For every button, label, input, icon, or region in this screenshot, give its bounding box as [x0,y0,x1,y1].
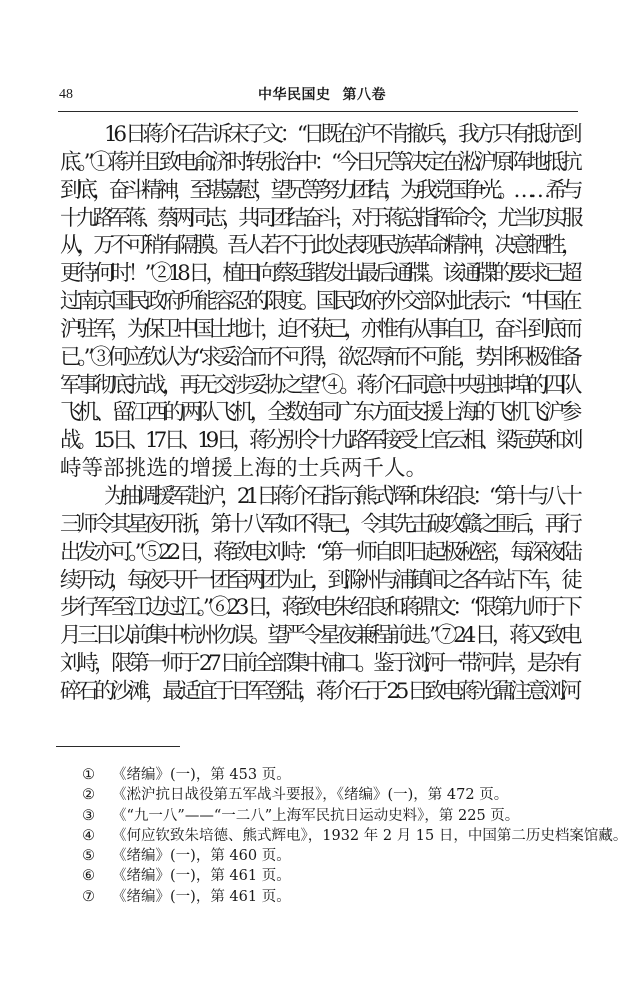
footnote-text: 《淞沪抗日战役第五军战斗要报》，《绪编》(一)，第 472 页。 [112,787,509,804]
text-line: 续开动，每夜只开一团至两团为止，到滁州与浦镇间之各车站下车，徒 [60,567,578,593]
footnote [82,887,622,907]
text-line: 战。15 日、17 日、19 日，蒋分别令十九路军接受上官云相、梁冠英和刘 [60,428,579,454]
text-line: 三师令其星夜开浙，第十八军如不得已，令其先击破攻赣之匪后，再行 [60,511,578,537]
text-line: 刘峙，限第一师于 27 日前全部集中浦口。鉴于浏河一带河岸，是杂有 [60,651,578,677]
footnote-rule [56,746,180,747]
footnote-text: 《绪编》(一)，第 461 页。 [112,888,291,905]
footnote-marker: ⑥ [82,868,95,885]
footnote [82,785,622,805]
footnote-marker: ⑦ [82,888,95,905]
footnote-text: 《何应钦致朱培德、熊式辉电》，1932 年 2 月 15 日，中国第二历史档案馆藏。 [112,827,628,844]
footnote [82,846,622,866]
text-line: 从，万不可稍有隔膜。吾人若不于此处表现民族革命精神，决意牺牲， [60,233,578,259]
text-line: 到底，奋斗精神，至堪嘉慰，望兄等努力团结，为我党国争光。……希与 [60,177,579,203]
text-line: 出发亦可。”⑤22 日，蒋致电刘峙：“第一师自即日起极秘密，每深夜陆 [60,539,579,565]
text-line: 峙等部挑选的增援上海的士兵两千人。 [60,456,428,482]
text-line: 沪驻军，为保卫中国土地计，迫不获已，亦惟有从事自卫，奋斗到底而 [60,316,578,342]
footnote-marker: ⑤ [82,848,95,865]
footnote-text: 《绪编》(一)，第 453 页。 [112,767,291,783]
footnote-marker: ④ [82,827,95,844]
footnote-marker: ③ [82,807,95,824]
text-line: 底。”①蒋并且致电俞济时转张治中：“今日兄等决定在淞沪原阵地抵抗 [60,149,579,175]
text-line: 16 日蒋介石告诉宋子文：“日既在沪不肯撤兵，我方只有抵抗到 [104,122,579,147]
paragraph [60,483,578,706]
paragraph [60,121,578,483]
text-line: 碎石的沙滩，最适宜于日军登陆，蒋介石于 25 日致电蒋光鼐注意浏河 [60,678,578,704]
footnote-text: 《绪编》(一)，第 460 页。 [112,848,291,865]
text-line: 更待何时！”②18 日，植田向蔡廷锴发出最后通牒。该通牒的要求已超 [60,261,578,287]
footnote-text: 《“九一八”——“一二八”上海军民抗日运动史料》，第 225 页。 [112,807,520,824]
footnote [82,806,622,826]
body-text [60,121,578,706]
footnote-marker: ① [82,767,95,783]
text-line: 飞机、留江西的两队飞机，全数连同广东方面支援上海的飞机飞沪参 [60,400,579,426]
footnote [82,826,628,846]
footnote [82,866,622,886]
footnotes [82,765,628,907]
footnote-marker: ② [82,787,95,804]
text-line: 月三日以前集中杭州勿误。望严令星夜兼程前进。”⑦24 日，蒋又致电 [60,623,579,649]
text-line: 十九路军蒋、蔡两同志，共同团结奋斗，对于蒋总指挥命令，尤当切实服 [60,205,579,231]
footnote [82,765,622,785]
volume-label: 第八卷 [342,87,386,103]
footnote-text: 《绪编》(一)，第 461 页。 [112,868,291,885]
text-line: 为抽调援军赴沪，21 日蒋介石指示熊式辉和朱绍良：“第十与八十 [104,483,578,509]
text-line: 过南京国民政府所能容忍的限度。国民政府外交部对此表示：“中国在 [60,289,579,315]
running-head [0,86,644,104]
text-line: 步行军至江边过江。”⑥23 日，蒋致电朱绍良和蒋鼎文：“限第九师于下 [60,595,579,621]
header-rule [58,111,578,112]
text-line: 已。”③何应钦认为“求妥洽而不可得，欲忍辱而不可能，势非积极准备 [60,344,579,370]
page-number: 48 [59,87,73,102]
book-title: 中华民国史 [258,87,331,103]
text-line: 军事彻底抗战，再无交涉妥协之望”④。蒋介石同意中央驻蚌埠的四队 [60,372,579,398]
